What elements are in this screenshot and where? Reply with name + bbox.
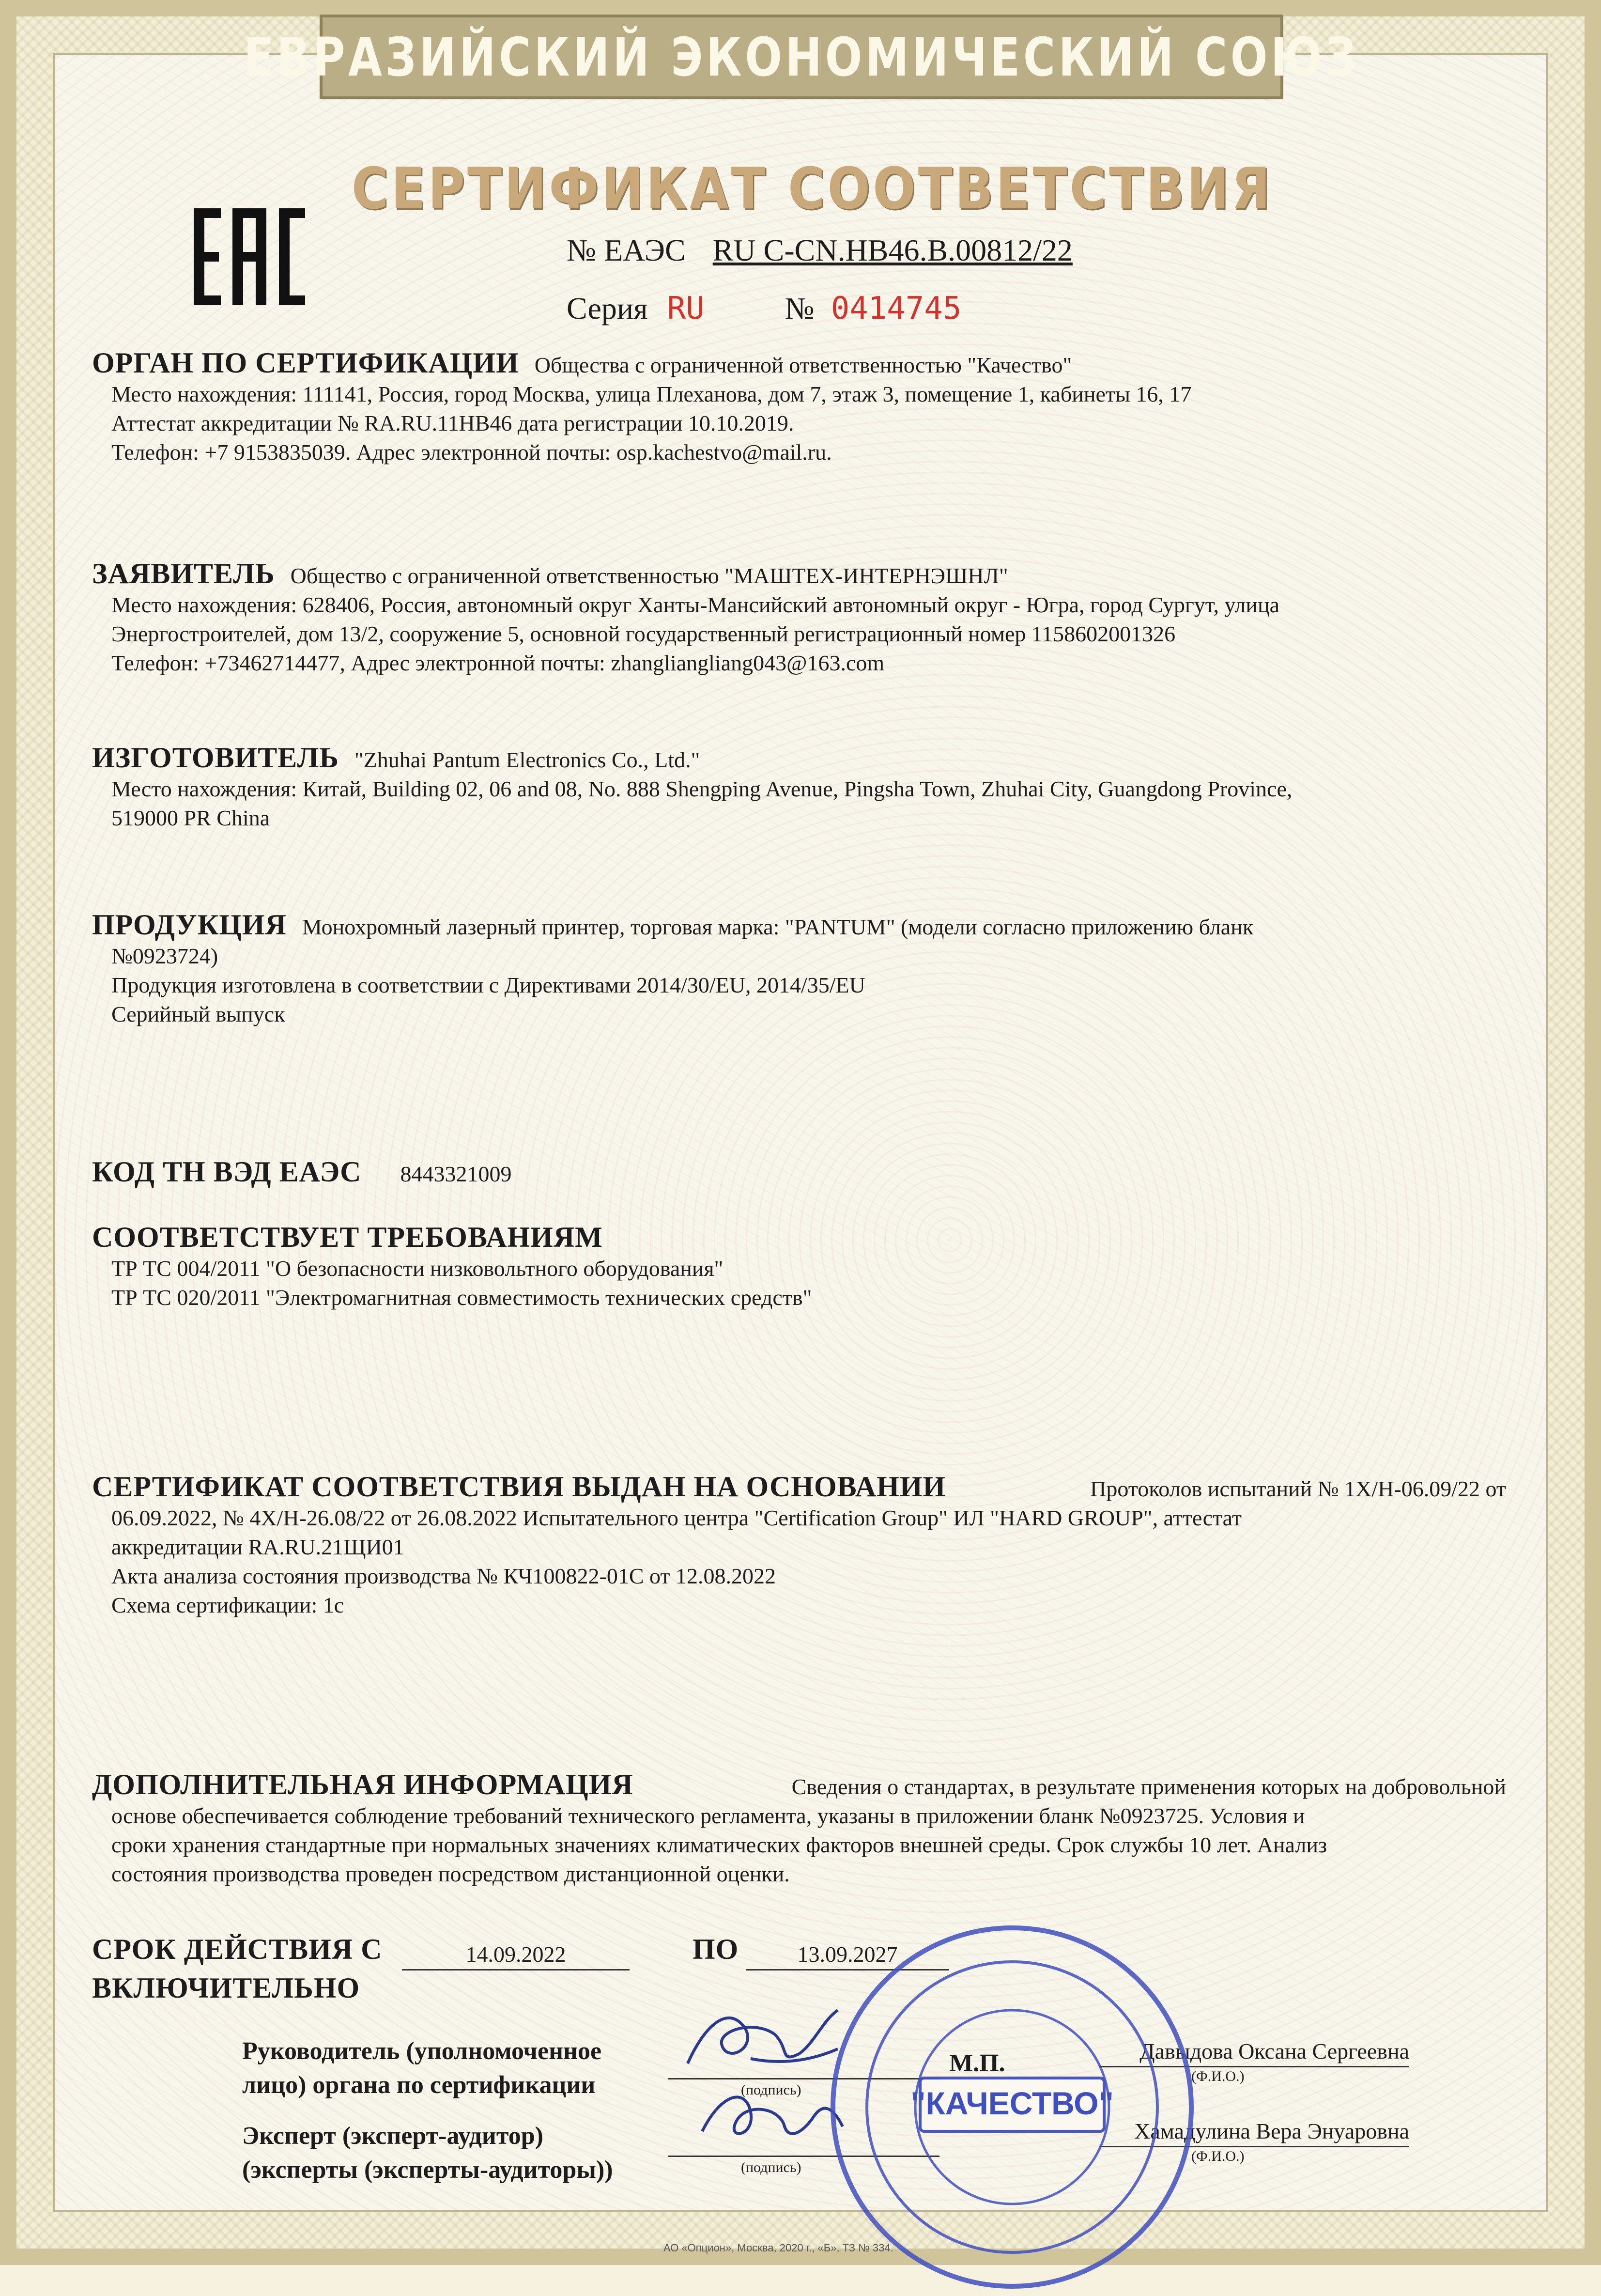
union-banner xyxy=(243,15,1360,99)
validity-to-date: 13.09.2027 xyxy=(746,1940,949,1970)
fio-caption: (Ф.И.О.) xyxy=(1191,2148,1245,2164)
section-title: СЕРТИФИКАТ СООТВЕТСТВИЯ ВЫДАН НА ОСНОВАНИИ xyxy=(92,1471,946,1503)
expert-label-line: Эксперт (эксперт-аудитор) xyxy=(242,2122,543,2150)
requirement-line: ТР ТС 020/2011 "Электромагнитная совместимость технических средств" xyxy=(111,1285,812,1310)
validity-inclusive-label: ВКЛЮЧИТЕЛЬНО xyxy=(92,1972,360,2004)
expert-name: Хамадулина Вера Энуаровна xyxy=(1099,2117,1409,2147)
fio-caption: (Ф.И.О.) xyxy=(1191,2068,1245,2084)
section-title: ОРГАН ПО СЕРТИФИКАЦИИ xyxy=(92,347,519,379)
cert-body-line: Аттестат аккредитации № RA.RU.11НВ46 дата регистрации 10.10.2019. xyxy=(111,411,794,435)
sign-caption: (подпись) xyxy=(741,2082,801,2098)
applicant-line: Телефон: +73462714477, Адрес электронной почты: zhangliangliang043@163.com xyxy=(111,651,885,675)
section-title: ЗАЯВИТЕЛЬ xyxy=(92,558,275,590)
blank-number: 0414745 xyxy=(831,291,962,326)
cert-body-line: Место нахождения: 111141, Россия, город Москва, улица Плеханова, дом 7, этаж 3, помещение 1, кабинеты 16, 17 xyxy=(111,382,1192,406)
validity-from-label: СРОК ДЕЙСТВИЯ С xyxy=(92,1933,383,1965)
section-title: ПРОДУКЦИЯ xyxy=(92,909,287,941)
additional-line: состояния производства проведен посредством дистанционной оценки. xyxy=(111,1862,790,1886)
blank-label: № xyxy=(785,291,815,326)
organization-stamp xyxy=(823,1918,1201,2296)
section-title: ИЗГОТОВИТЕЛЬ xyxy=(92,742,339,774)
series-line xyxy=(567,291,961,326)
head-label-line: лицо) органа по сертификации xyxy=(242,2071,596,2099)
basis-line: 06.09.2022, № 4Х/Н-26.08/22 от 26.08.2022 Испытательного центра "Certification Group" ИЛ "HARD GROUP", аттестат xyxy=(111,1505,1242,1530)
validity-to-label: ПО xyxy=(693,1933,739,1965)
product-line: Продукция изготовлена в соответствии с Директивами 2014/30/EU, 2014/35/EU xyxy=(111,973,865,997)
basis-line: Акта анализа состояния производства № КЧ100822-01С от 12.08.2022 xyxy=(111,1564,776,1588)
basis-line: Схема сертификации: 1с xyxy=(111,1593,344,1617)
union-title: ЕВРАЗИЙСКИЙ ЭКОНОМИЧЕСКИЙ СОЮЗ xyxy=(243,26,1360,88)
document-title: СЕРТИФИКАТ СООТВЕТСТВИЯ xyxy=(352,155,1273,222)
expert-label xyxy=(242,2119,613,2187)
certification-body-section xyxy=(92,346,1506,467)
stamp-center-text: "КАЧЕСТВО" xyxy=(910,2085,1114,2121)
basis-first-line: Протоколов испытаний № 1Х/Н-06.09/22 от xyxy=(1090,1476,1506,1501)
product-name: Монохромный лазерный принтер, торговая марка: "PANTUM" (модели согласно приложению бланк xyxy=(302,915,1254,939)
manufacturer-name: "Zhuhai Pantum Electronics Co., Ltd." xyxy=(354,747,700,772)
product-section xyxy=(92,908,1506,1029)
section-title: ДОПОЛНИТЕЛЬНАЯ ИНФОРМАЦИЯ xyxy=(92,1769,633,1800)
cert-body-name: Общества с ограниченной ответственностью "Качество" xyxy=(534,353,1072,377)
applicant-name: Общество с ограниченной ответственностью "МАШТЕХ-ИНТЕРНЭШНЛ" xyxy=(290,563,1008,588)
eac-logo xyxy=(194,208,305,305)
cert-body-line: Телефон: +7 9153835039. Адрес электронной почты: osp.kachestvo@mail.ru. xyxy=(111,440,832,465)
series-label: Серия xyxy=(567,291,648,326)
stamp-place-label: М.П. xyxy=(949,2049,1005,2077)
expert-label-line: (эксперты (эксперты-аудиторы)) xyxy=(242,2156,613,2184)
number-label: № ЕАЭС xyxy=(567,233,686,267)
applicant-line: Место нахождения: 628406, Россия, автономный округ Ханты-Мансийский автономный округ - Югра, город Сургут, улица xyxy=(111,592,1280,617)
product-line: Серийный выпуск xyxy=(111,1002,285,1026)
number-value: RU C-CN.НВ46.В.00812/22 xyxy=(712,233,1073,267)
section-title: СООТВЕТСТВУЕТ ТРЕБОВАНИЯМ xyxy=(92,1221,603,1253)
manufacturer-line: 519000 PR China xyxy=(111,806,270,830)
product-line: №0923724) xyxy=(111,944,218,968)
requirements-section xyxy=(92,1221,1506,1312)
series-value: RU xyxy=(667,291,705,326)
hs-code-section xyxy=(92,1155,1506,1189)
additional-line: сроки хранения стандартные при нормальных значениях климатических факторов внешней среды. Срок службы 10 лет. Анализ xyxy=(111,1832,1327,1857)
head-name: Давыдова Оксана Сергеевна xyxy=(1099,2037,1409,2067)
certificate-number xyxy=(567,233,1073,268)
applicant-section xyxy=(92,557,1506,678)
sign-caption: (подпись) xyxy=(741,2159,801,2175)
applicant-line: Энергостроителей, дом 13/2, сооружение 5, основной государственный регистрационный номер 1158602001326 xyxy=(111,621,1176,646)
additional-line: основе обеспечивается соблюдение требований технического регламента, указаны в приложении бланк №0923725. Условия и xyxy=(111,1803,1305,1828)
additional-info-section xyxy=(92,1768,1506,1889)
hs-code-value: 8443321009 xyxy=(400,1162,512,1186)
requirement-line: ТР ТС 004/2011 "О безопасности низковольтного оборудования" xyxy=(111,1256,724,1281)
head-label xyxy=(242,2034,601,2102)
head-label-line: Руководитель (уполномоченное xyxy=(242,2037,602,2065)
basis-line: аккредитации RA.RU.21ЩИ01 xyxy=(111,1535,404,1559)
validity-from-date: 14.09.2022 xyxy=(402,1940,630,1970)
section-title: КОД ТН ВЭД ЕАЭС xyxy=(92,1156,362,1188)
print-info: АО «Опцион», Москва, 2020 г., «Б», ТЗ № 334. xyxy=(663,2242,893,2254)
basis-section xyxy=(92,1470,1506,1620)
manufacturer-line: Место нахождения: Китай, Building 02, 06 and 08, No. 888 Shengping Avenue, Pingsha Town, Zhuhai City, Guangdong Province, xyxy=(111,776,1293,801)
additional-first-line: Сведения о стандартах, в результате применения которых на добровольной xyxy=(791,1774,1506,1799)
manufacturer-section xyxy=(92,741,1506,833)
